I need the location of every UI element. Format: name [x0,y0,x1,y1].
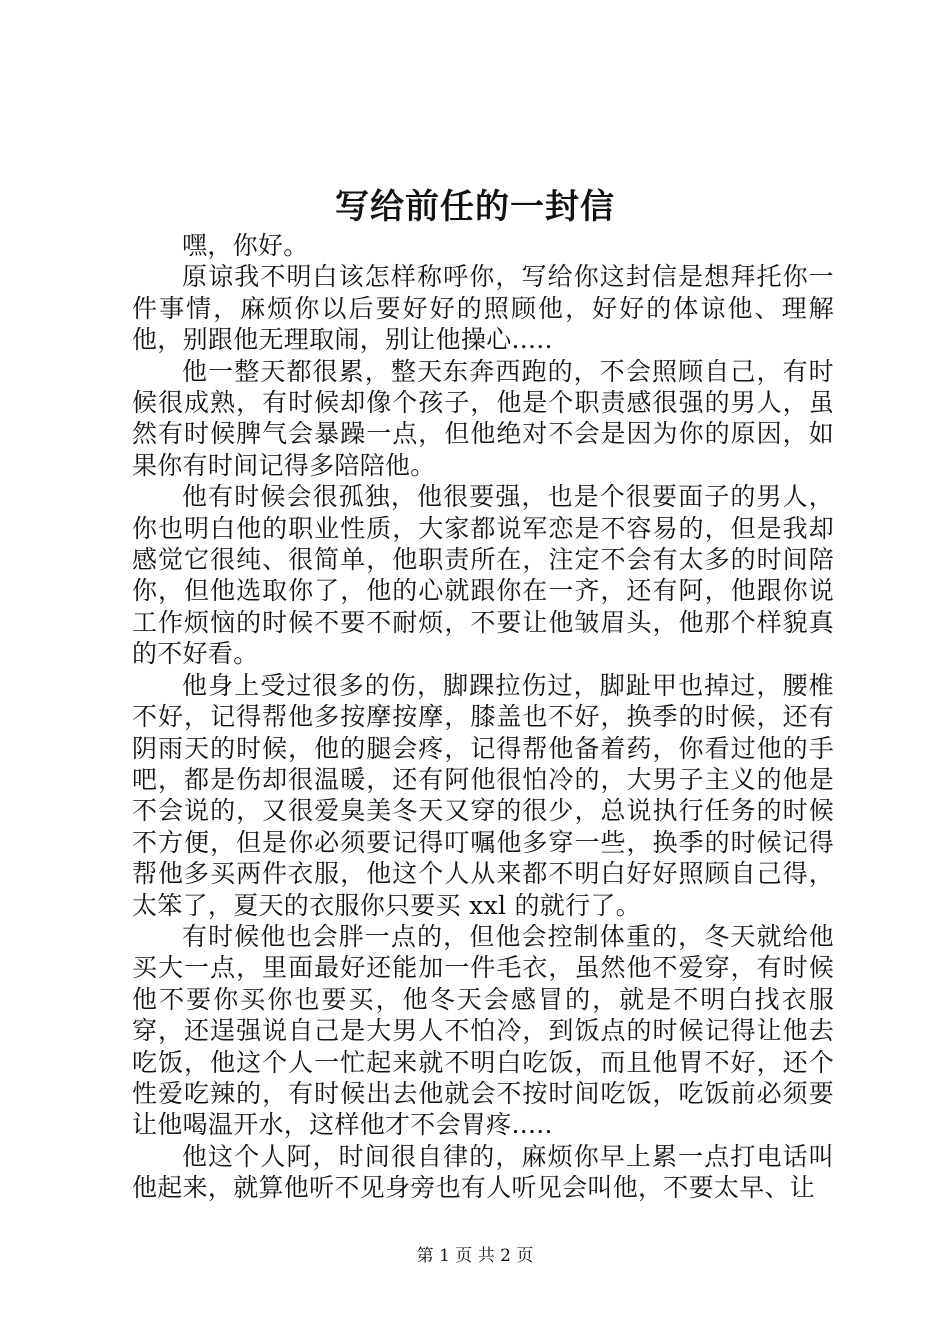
paragraph: 他一整天都很累，整天东奔西跑的，不会照顾自己，有时候很成熟，有时候却像个孩子，他是个职责感很强的男人，虽然有时候脾气会暴躁一点，但他绝对不会是因为你的原因，如果你有时间记得多陪陪他。 [132,356,834,480]
document-title: 写给前任的一封信 [335,187,615,227]
letter-body [132,230,834,1204]
paragraph: 他有时候会很孤独，他很要强，也是个很要面子的男人，你也明白他的职业性质，大家都说军恋是不容易的，但是我却感觉它很纯、很简单，他职责所在，注定不会有太多的时间陪你，但他选取你了，他的心就跟你在一齐，还有阿，他跟你说工作烦恼的时候不要不耐烦，不要让他皱眉头，他那个样貌真的不好看。 [132,482,834,669]
paragraph: 他这个人阿，时间很自律的，麻烦你早上累一点打电话叫他起来，就算他听不见身旁也有人听见会叫他，不要太早、让 [132,1141,834,1203]
page-footer: 第 1 页 共 2 页 [416,1246,534,1266]
paragraph: 他身上受过很多的伤，脚踝拉伤过，脚趾甲也掉过，腰椎不好，记得帮他多按摩按摩，膝盖也不好，换季的时候，还有阴雨天的时候，他的腿会疼，记得帮他备着药，你看过他的手吧，都是伤却很温暖，还有阿他很怕冷的，大男子主义的他是不会说的，又很爱臭美冬天又穿的很少，总说执行任务的时候不方便，但是你必须要记得叮嘱他多穿一些，换季的时候记得帮他多买两件衣服，他这个人从来都不明白好好照顾自己得，太笨了，夏天的衣服你只要买 xxl 的就行了。 [132,670,834,920]
paragraph: 嘿，你好。 [182,231,309,260]
paragraph: 有时候他也会胖一点的，但他会控制体重的，冬天就给他买大一点，里面最好还能加一件毛衣，虽然他不爱穿，有时候他不要你买你也要买，他冬天会感冒的，就是不明白找衣服穿，还逞强说自己是大男人不怕冷，到饭点的时候记得让他去吃饭，他这个人一忙起来就不明白吃饭，而且他胃不好，还个性爱吃辣的，有时候出去他就会不按时间吃饭，吃饭前必须要让他喝温开水，这样他才不会胃疼..... [132,921,834,1140]
paragraph: 原谅我不明白该怎样称呼你，写给你这封信是想拜托你一件事情，麻烦你以后要好好的照顾他，好好的体谅他、理解他，别跟他无理取闹，别让他操心..... [132,262,834,355]
